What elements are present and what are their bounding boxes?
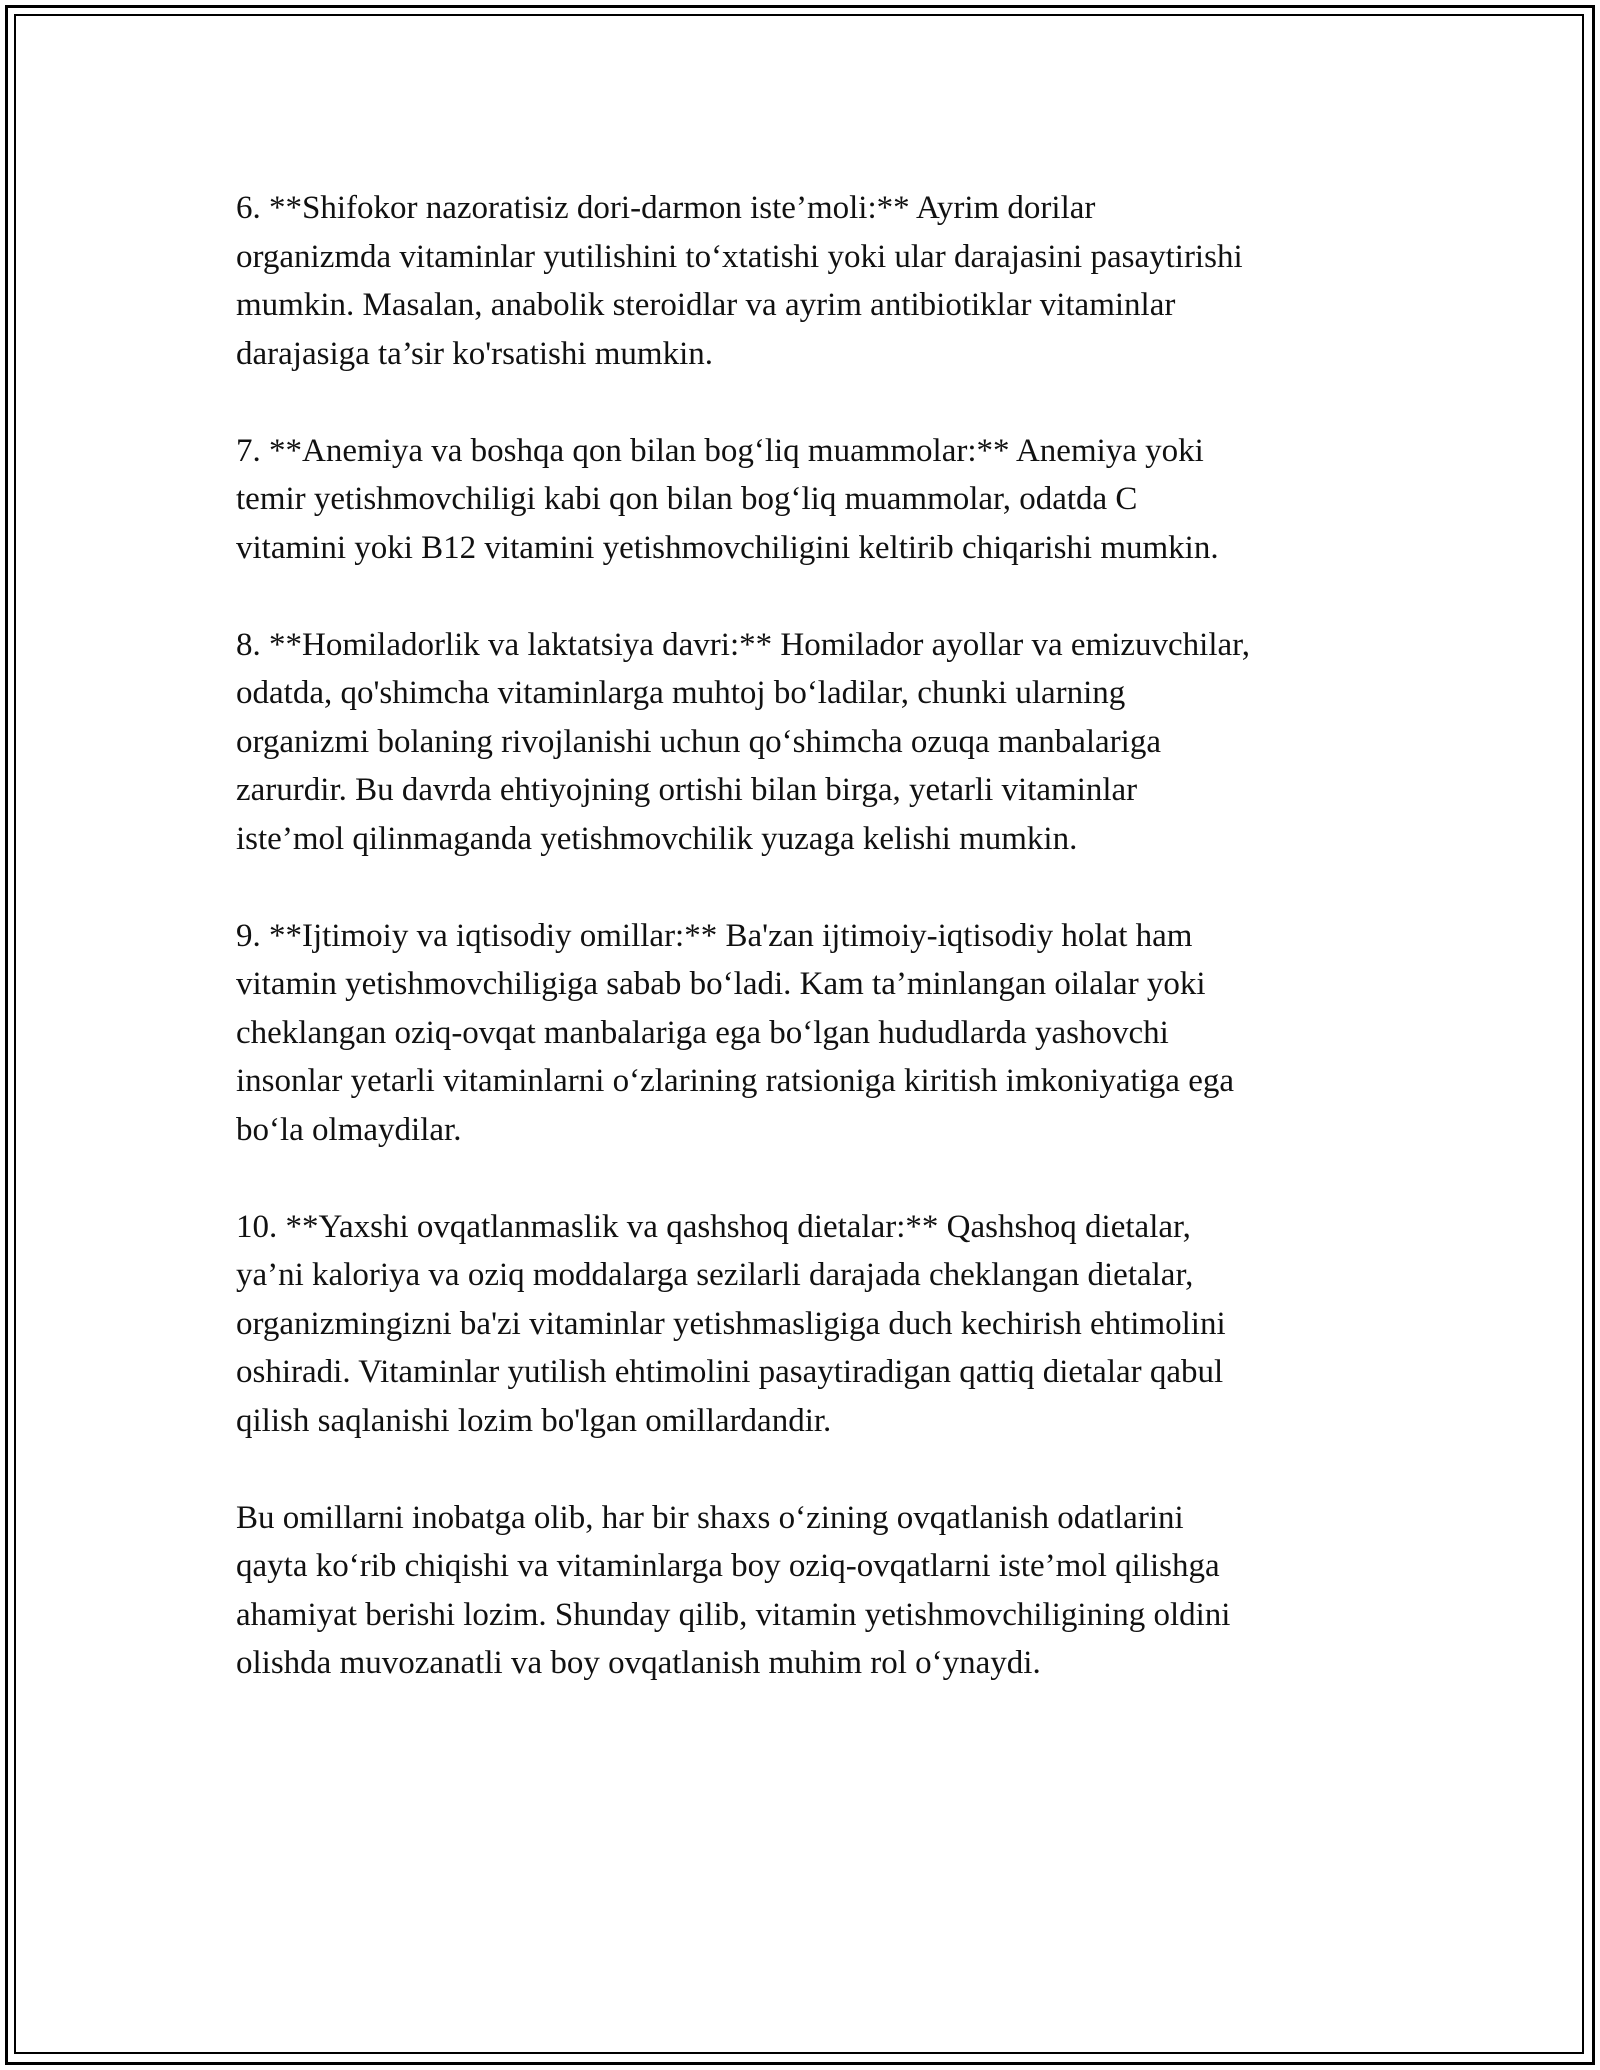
- text-line: 7. **Anemiya va boshqa qon bilan bog‘liq muammolar:** Anemiya yoki: [236, 432, 1204, 469]
- document-body: [236, 184, 1386, 1736]
- text-line: iste’mol qilinmaganda yetishmovchilik yuzaga kelishi mumkin.: [236, 820, 1078, 857]
- paragraph-item-6: [236, 184, 1386, 378]
- text-line: 9. **Ijtimoiy va iqtisodiy omillar:** Ba'zan ijtimoiy-iqtisodiy holat ham: [236, 917, 1193, 954]
- paragraph-conclusion: [236, 1494, 1386, 1688]
- text-line: Bu omillarni inobatga olib, har bir shaxs o‘zining ovqatlanish odatlarini: [236, 1499, 1184, 1536]
- text-line: 6. **Shifokor nazoratisiz dori-darmon iste’moli:** Ayrim dorilar: [236, 190, 1096, 226]
- text-line: organizmingizni ba'zi vitaminlar yetishmasligiga duch kechirish ehtimolini: [236, 1305, 1226, 1342]
- text-line: ya’ni kaloriya va oziq moddalarga sezilarli darajada cheklangan dietalar,: [236, 1257, 1194, 1293]
- text-line: vitamini yoki B12 vitamini yetishmovchiligini keltirib chiqarishi mumkin.: [236, 529, 1219, 566]
- text-line: olishda muvozanatli va boy ovqatlanish muhim rol o‘ynaydi.: [236, 1645, 1041, 1681]
- paragraph-item-9: [236, 912, 1386, 1155]
- paragraph-item-7: [236, 427, 1386, 573]
- text-line: bo‘la olmaydilar.: [236, 1111, 462, 1148]
- text-line: oshiradi. Vitaminlar yutilish ehtimolini pasaytiradigan qattiq dietalar qabul: [236, 1354, 1224, 1390]
- text-line: qayta ko‘rib chiqishi va vitaminlarga boy oziq-ovqatlarni iste’mol qilishga: [236, 1548, 1220, 1584]
- text-line: odatda, qo'shimcha vitaminlarga muhtoj bo‘ladilar, chunki ularning: [236, 675, 1126, 711]
- text-line: cheklangan oziq-ovqat manbalariga ega bo‘lgan hududlarda yashovchi: [236, 1014, 1169, 1051]
- text-line: vitamin yetishmovchiligiga sabab bo‘ladi. Kam ta’minlangan oilalar yoki: [236, 966, 1206, 1002]
- text-line: qilish saqlanishi lozim bo'lgan omillardandir.: [236, 1402, 832, 1439]
- paragraph-item-8: [236, 621, 1386, 864]
- text-line: organizmda vitaminlar yutilishini to‘xtatishi yoki ular darajasini pasaytirishi: [236, 238, 1243, 275]
- text-line: temir yetishmovchiligi kabi qon bilan bog‘liq muammolar, odatda C: [236, 481, 1138, 517]
- text-line: zarurdir. Bu davrda ehtiyojning ortishi bilan birga, yetarli vitaminlar: [236, 772, 1138, 808]
- text-line: ahamiyat berishi lozim. Shunday qilib, vitamin yetishmovchiligining oldini: [236, 1596, 1231, 1633]
- text-line: mumkin. Masalan, anabolik steroidlar va ayrim antibiotiklar vitaminlar: [236, 287, 1176, 323]
- text-line: 10. **Yaxshi ovqatlanmaslik va qashshoq dietalar:** Qashshoq dietalar,: [236, 1208, 1191, 1245]
- text-line: organizmi bolaning rivojlanishi uchun qo‘shimcha ozuqa manbalariga: [236, 723, 1161, 760]
- text-line: 8. **Homiladorlik va laktatsiya davri:** Homilador ayollar va emizuvchilar,: [236, 626, 1251, 663]
- text-line: darajasiga ta’sir ko'rsatishi mumkin.: [236, 335, 714, 372]
- text-line: insonlar yetarli vitaminlarni o‘zlarining ratsioniga kiritish imkoniyatiga ega: [236, 1063, 1234, 1099]
- paragraph-item-10: [236, 1203, 1386, 1446]
